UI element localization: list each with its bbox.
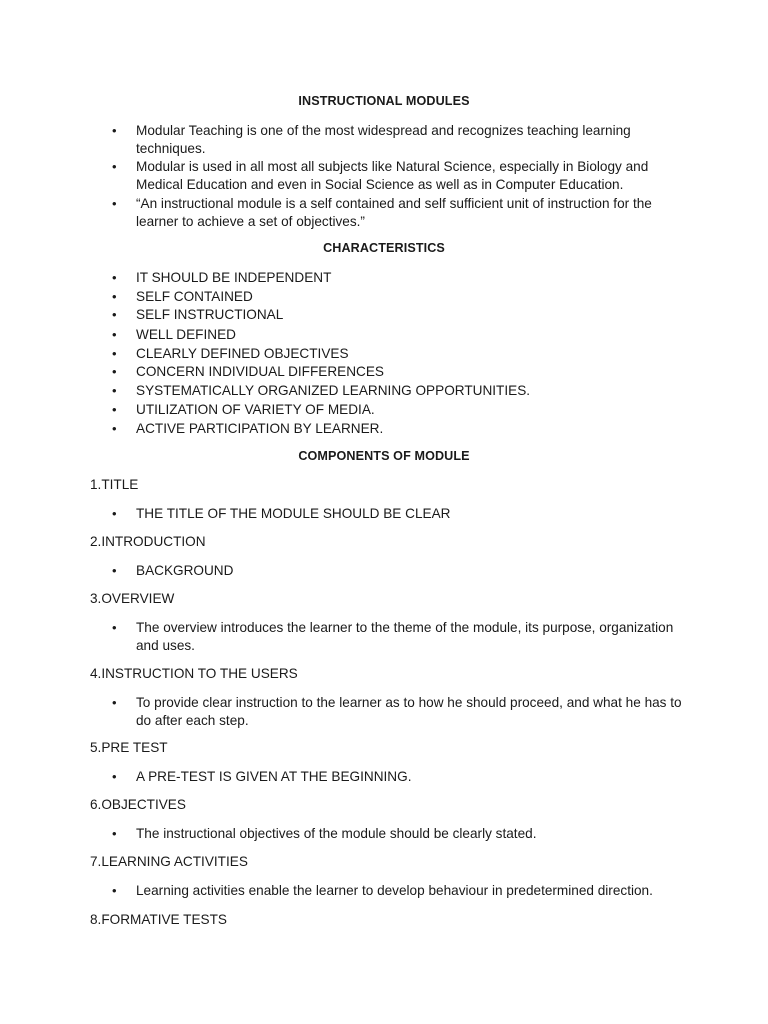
bullet-icon: • <box>112 563 117 578</box>
document-page: INSTRUCTIONAL MODULES • Modular Teaching is one of the most widespread and recognizes teaching learning techniques. • Modular is used in all most all subjects like Natural Science, especially in Biology and Medical Education and even in Social Science as well as in Computer Education. • “An instructional module is a self contained and self sufficient unit of instruction for the learner to achieve a set of objectives.” CHARACTERISTICS • IT SHOULD BE INDEPENDENT • SELF CONTAINED • SELF INSTRUCTIONAL • WELL DEFINED • CLEARLY DEFINED OBJECTIVES • CONCERN INDIVIDUAL DIFFERENCES • SYSTEMATICALLY ORGANIZED LEARNING OPPORTUNITIES. • UTILIZATION OF VARIETY OF MEDIA. • ACTIVE PARTICIPATION BY LEARNER. COMPONENTS OF MODULE 1.TITLE • THE TITLE OF THE MODULE SHOULD BE CLEAR 2.INTRODUCTION • BACKGROUND 3.OVERVIEW • The overview introduces the learner to the theme of the module, its purpose, organization and uses. 4.INSTRUCTION TO THE USERS • To provide clear instruction to the learner as to how he should proceed, and what he has to do after each step. 5.PRE TEST • A PRE-TEST IS GIVEN AT THE BEGINNING. 6.OBJECTIVES • The instructional objectives of the module should be clearly stated. 7.LEARNING ACTIVITIES • Learning activities enable the learner to develop behaviour in predetermined direction. 8.FORMATIVE TESTS <box>0 0 768 1024</box>
bullet-icon: • <box>112 270 117 285</box>
component-label: 1.TITLE <box>90 477 139 492</box>
bullet-icon: • <box>112 364 117 379</box>
bullet-icon: • <box>112 421 117 436</box>
bullet-icon: • <box>112 327 117 342</box>
components-heading: COMPONENTS OF MODULE <box>298 449 470 463</box>
bullet-icon: • <box>112 383 117 398</box>
bullet-icon: • <box>112 123 117 138</box>
bullet-icon: • <box>112 695 117 710</box>
component-label: 6.OBJECTIVES <box>90 797 186 812</box>
bullet-icon: • <box>112 196 117 211</box>
bullet-icon: • <box>112 289 117 304</box>
bullet-icon: • <box>112 620 117 635</box>
bullet-icon: • <box>112 307 117 322</box>
component-label: 4.INSTRUCTION TO THE USERS <box>90 666 298 681</box>
characteristics-heading: CHARACTERISTICS <box>323 241 445 255</box>
component-label: 3.OVERVIEW <box>90 591 175 606</box>
bullet-icon: • <box>112 346 117 361</box>
document-title: INSTRUCTIONAL MODULES <box>298 94 470 108</box>
component-label: 5.PRE TEST <box>90 740 168 755</box>
component-label: 8.FORMATIVE TESTS <box>90 912 227 927</box>
bullet-icon: • <box>112 402 117 417</box>
bullet-icon: • <box>112 506 117 521</box>
component-label: 2.INTRODUCTION <box>90 534 206 549</box>
bullet-icon: • <box>112 159 117 174</box>
bullet-icon: • <box>112 826 117 841</box>
component-label: 7.LEARNING ACTIVITIES <box>90 854 248 869</box>
bullet-icon: • <box>112 769 117 784</box>
bullet-icon: • <box>112 883 117 898</box>
